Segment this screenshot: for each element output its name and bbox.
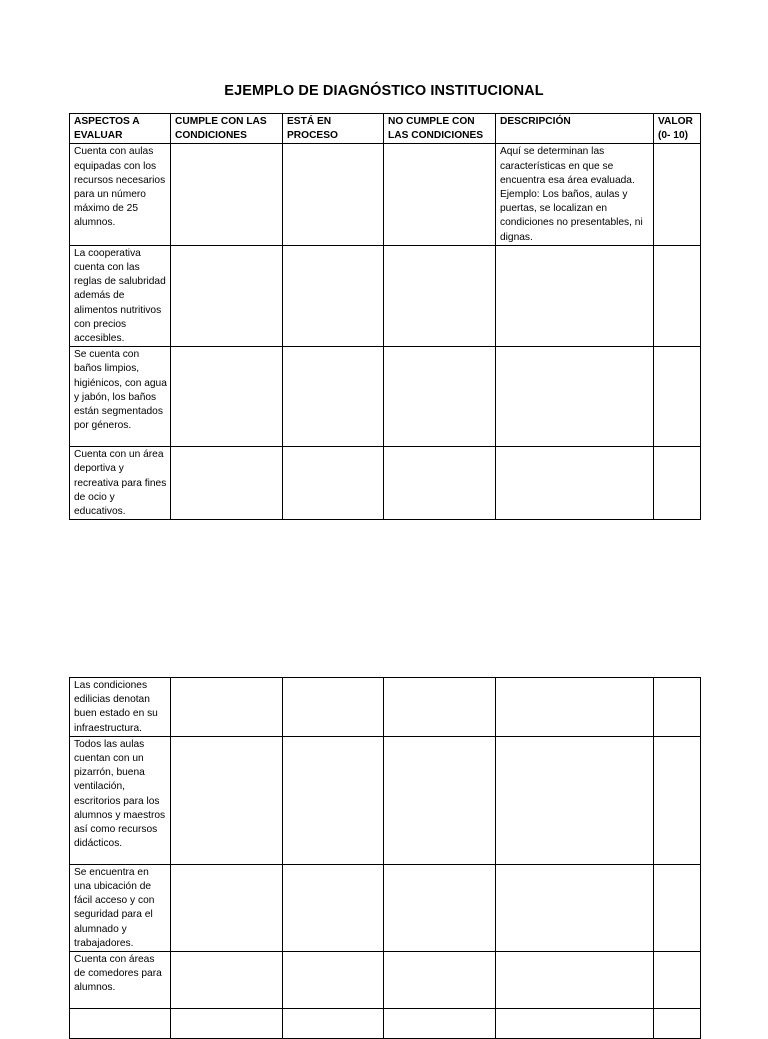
en-proceso-cell[interactable] — [283, 864, 384, 951]
valor-cell[interactable] — [654, 864, 701, 951]
header-aspectos: ASPECTOS A EVALUAR — [70, 114, 171, 144]
table-row — [70, 144, 701, 245]
table-row — [70, 864, 701, 951]
description-cell — [496, 864, 654, 951]
cumple-cell[interactable] — [171, 736, 283, 864]
no-cumple-cell[interactable] — [384, 736, 496, 864]
aspect-cell: Se cuenta con baños limpios, higiénicos, con agua y jabón, los baños están segmentados por géneros. — [70, 347, 171, 447]
cumple-cell[interactable] — [171, 678, 283, 737]
no-cumple-cell[interactable] — [384, 864, 496, 951]
valor-cell[interactable] — [654, 447, 701, 520]
description-cell — [496, 678, 654, 737]
en-proceso-cell[interactable] — [283, 736, 384, 864]
cumple-cell[interactable] — [171, 952, 283, 1009]
en-proceso-cell[interactable] — [283, 144, 384, 245]
en-proceso-cell[interactable] — [283, 245, 384, 346]
valor-cell[interactable] — [654, 245, 701, 346]
description-cell: Aquí se determinan las características en que se encuentra esa área evaluada. Ejemplo: Los baños, aulas y puertas, se localizan en condiciones no presentables, ni dignas. — [496, 144, 654, 245]
table-row — [70, 447, 701, 520]
en-proceso-cell[interactable] — [283, 952, 384, 1009]
no-cumple-cell[interactable] — [384, 245, 496, 346]
table-row — [70, 736, 701, 864]
cumple-cell[interactable] — [171, 144, 283, 245]
header-cumple: CUMPLE CON LAS CONDICIONES — [171, 114, 283, 144]
aspect-cell: Cuenta con aulas equipadas con los recursos necesarios para un número máximo de 25 alumnos. — [70, 144, 171, 245]
description-cell — [496, 952, 654, 1009]
table-row — [70, 245, 701, 346]
header-en-proceso: ESTÁ EN PROCESO — [283, 114, 384, 144]
cumple-cell[interactable] — [171, 245, 283, 346]
description-cell — [496, 447, 654, 520]
valor-cell[interactable] — [654, 144, 701, 245]
description-cell — [496, 347, 654, 447]
header-no-cumple: NO CUMPLE CON LAS CONDICIONES — [384, 114, 496, 144]
en-proceso-cell[interactable] — [283, 678, 384, 737]
no-cumple-cell[interactable] — [384, 447, 496, 520]
table-row — [70, 347, 701, 447]
aspect-cell: Cuenta con áreas de comedores para alumnos. — [70, 952, 171, 1009]
valor-cell[interactable] — [654, 678, 701, 737]
table-row — [70, 952, 701, 1009]
cumple-cell[interactable] — [171, 347, 283, 447]
aspect-cell: Las condiciones edilicias denotan buen estado en su infraestructura. — [70, 678, 171, 737]
header-valor: VALOR (0- 10) — [654, 114, 701, 144]
description-cell — [496, 736, 654, 864]
diagnostic-table-page-1 — [69, 113, 701, 520]
valor-cell[interactable] — [654, 952, 701, 1009]
valor-cell[interactable] — [654, 347, 701, 447]
aspect-cell: La cooperativa cuenta con las reglas de salubridad además de alimentos nutritivos con precios accesibles. — [70, 245, 171, 346]
table-row — [70, 678, 701, 737]
document-title: EJEMPLO DE DIAGNÓSTICO INSTITUCIONAL — [224, 83, 544, 99]
no-cumple-cell[interactable] — [384, 678, 496, 737]
aspect-cell: Se encuentra en una ubicación de fácil acceso y con seguridad para el alumnado y trabajadores. — [70, 864, 171, 951]
no-cumple-cell[interactable] — [384, 144, 496, 245]
no-cumple-cell[interactable] — [384, 347, 496, 447]
aspect-cell: Cuenta con un área deportiva y recreativa para fines de ocio y educativos. — [70, 447, 171, 520]
en-proceso-cell[interactable] — [283, 347, 384, 447]
cumple-cell[interactable] — [171, 447, 283, 520]
diagnostic-table-page-2 — [69, 677, 701, 1039]
header-descripcion: DESCRIPCIÓN — [496, 114, 654, 144]
cumple-cell[interactable] — [171, 864, 283, 951]
no-cumple-cell[interactable] — [384, 952, 496, 1009]
valor-cell[interactable] — [654, 736, 701, 864]
table-header-row — [70, 114, 701, 144]
description-cell — [496, 245, 654, 346]
en-proceso-cell[interactable] — [283, 447, 384, 520]
aspect-cell: Todos las aulas cuentan con un pizarrón, buena ventilación, escritorios para los alumnos y maestros así como recursos didácticos. — [70, 736, 171, 864]
